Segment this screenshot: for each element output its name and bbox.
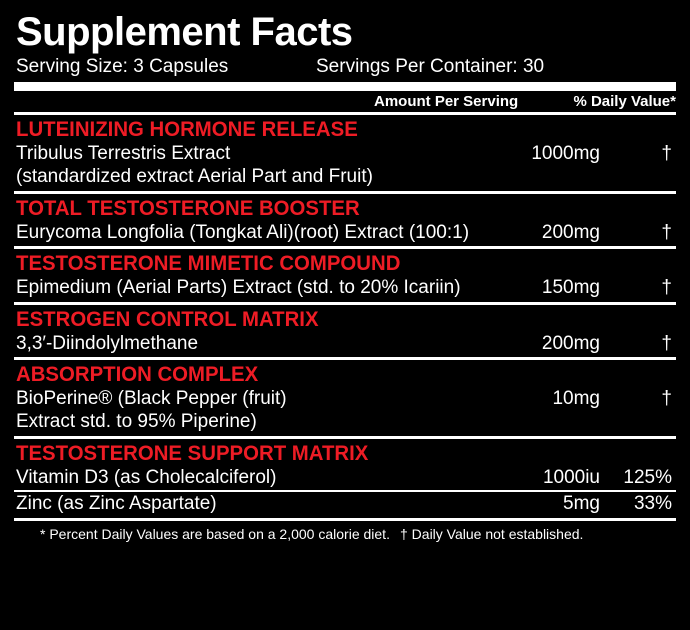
ingredient-amount: 1000mg bbox=[531, 143, 600, 164]
divider-thick-top bbox=[14, 82, 676, 91]
serving-size: Serving Size: 3 Capsules bbox=[16, 56, 229, 77]
ingredient-amount: 200mg bbox=[541, 332, 600, 354]
ingredient-daily-value: 125% bbox=[623, 466, 672, 488]
divider-group-6 bbox=[14, 518, 676, 521]
ingredient-amount: 5mg bbox=[563, 493, 600, 515]
ingredient-name: Vitamin D3 (as Cholecalciferol) bbox=[16, 466, 277, 488]
ingredient-amount: 150mg bbox=[541, 277, 600, 299]
divider-under-headers bbox=[14, 112, 676, 115]
column-amount-per-serving: Amount Per Serving bbox=[374, 93, 519, 110]
divider-group-3 bbox=[14, 302, 676, 305]
group-heading-testosterone-support-matrix: TESTOSTERONE SUPPORT MATRIX bbox=[16, 441, 369, 465]
group-heading-testosterone-mimetic-compound: TESTOSTERONE MIMETIC COMPOUND bbox=[16, 252, 401, 276]
footnote-dagger: † Daily Value not established. bbox=[400, 525, 584, 542]
column-daily-value: % Daily Value* bbox=[573, 93, 676, 110]
divider-row-inner bbox=[14, 490, 676, 492]
page-title: Supplement Facts bbox=[16, 10, 353, 54]
footnote-daily-values: * Percent Daily Values are based on a 2,000 calorie diet. bbox=[40, 525, 390, 542]
servings-per-container: Servings Per Container: 30 bbox=[316, 56, 545, 77]
table-row bbox=[16, 467, 676, 489]
table-row bbox=[16, 222, 676, 244]
divider-group-1 bbox=[14, 191, 676, 194]
group-heading-absorption-complex: ABSORPTION COMPLEX bbox=[16, 363, 259, 387]
ingredient-amount: 1000iu bbox=[542, 466, 600, 488]
ingredient-daily-value: † bbox=[661, 221, 672, 243]
ingredient-name: BioPerine® (Black Pepper (fruit) bbox=[16, 388, 287, 410]
ingredient-amount: 200mg bbox=[541, 221, 600, 243]
ingredient-daily-value: † bbox=[661, 143, 672, 164]
ingredient-name: Epimedium (Aerial Parts) Extract (std. to 20% Icariin) bbox=[16, 277, 461, 299]
group-heading-luteinizing-hormone-release: LUTEINIZING HORMONE RELEASE bbox=[16, 118, 358, 141]
ingredient-name: 3,3′-Diindolylmethane bbox=[16, 332, 199, 354]
divider-group-4 bbox=[14, 357, 676, 360]
table-row bbox=[16, 493, 676, 515]
ingredient-daily-value: 33% bbox=[633, 493, 672, 515]
ingredient-name: Zinc (as Zinc Aspartate) bbox=[16, 493, 217, 515]
ingredient-daily-value: † bbox=[661, 388, 672, 410]
ingredient-name: Eurycoma Longfolia (Tongkat Ali)(root) Extract (100:1) bbox=[16, 221, 470, 243]
ingredient-name: Tribulus Terrestris Extract bbox=[16, 143, 231, 164]
table-row bbox=[16, 277, 676, 299]
table-row bbox=[16, 388, 676, 410]
table-row bbox=[16, 143, 676, 165]
column-headers bbox=[14, 93, 676, 110]
serving-info bbox=[16, 56, 676, 78]
divider-group-5 bbox=[14, 436, 676, 439]
divider-group-2 bbox=[14, 246, 676, 249]
group-heading-estrogen-control-matrix: ESTROGEN CONTROL MATRIX bbox=[16, 307, 319, 331]
ingredient-subline: Extract std. to 95% Piperine) bbox=[16, 411, 257, 433]
ingredient-daily-value: † bbox=[661, 332, 672, 354]
table-row bbox=[16, 333, 676, 355]
ingredient-daily-value: † bbox=[661, 277, 672, 299]
ingredient-amount: 10mg bbox=[552, 388, 600, 410]
group-heading-total-testosterone-booster: TOTAL TESTOSTERONE BOOSTER bbox=[16, 196, 360, 220]
ingredient-subline: (standardized extract Aerial Part and Fruit) bbox=[16, 166, 373, 188]
footnotes bbox=[16, 526, 676, 542]
